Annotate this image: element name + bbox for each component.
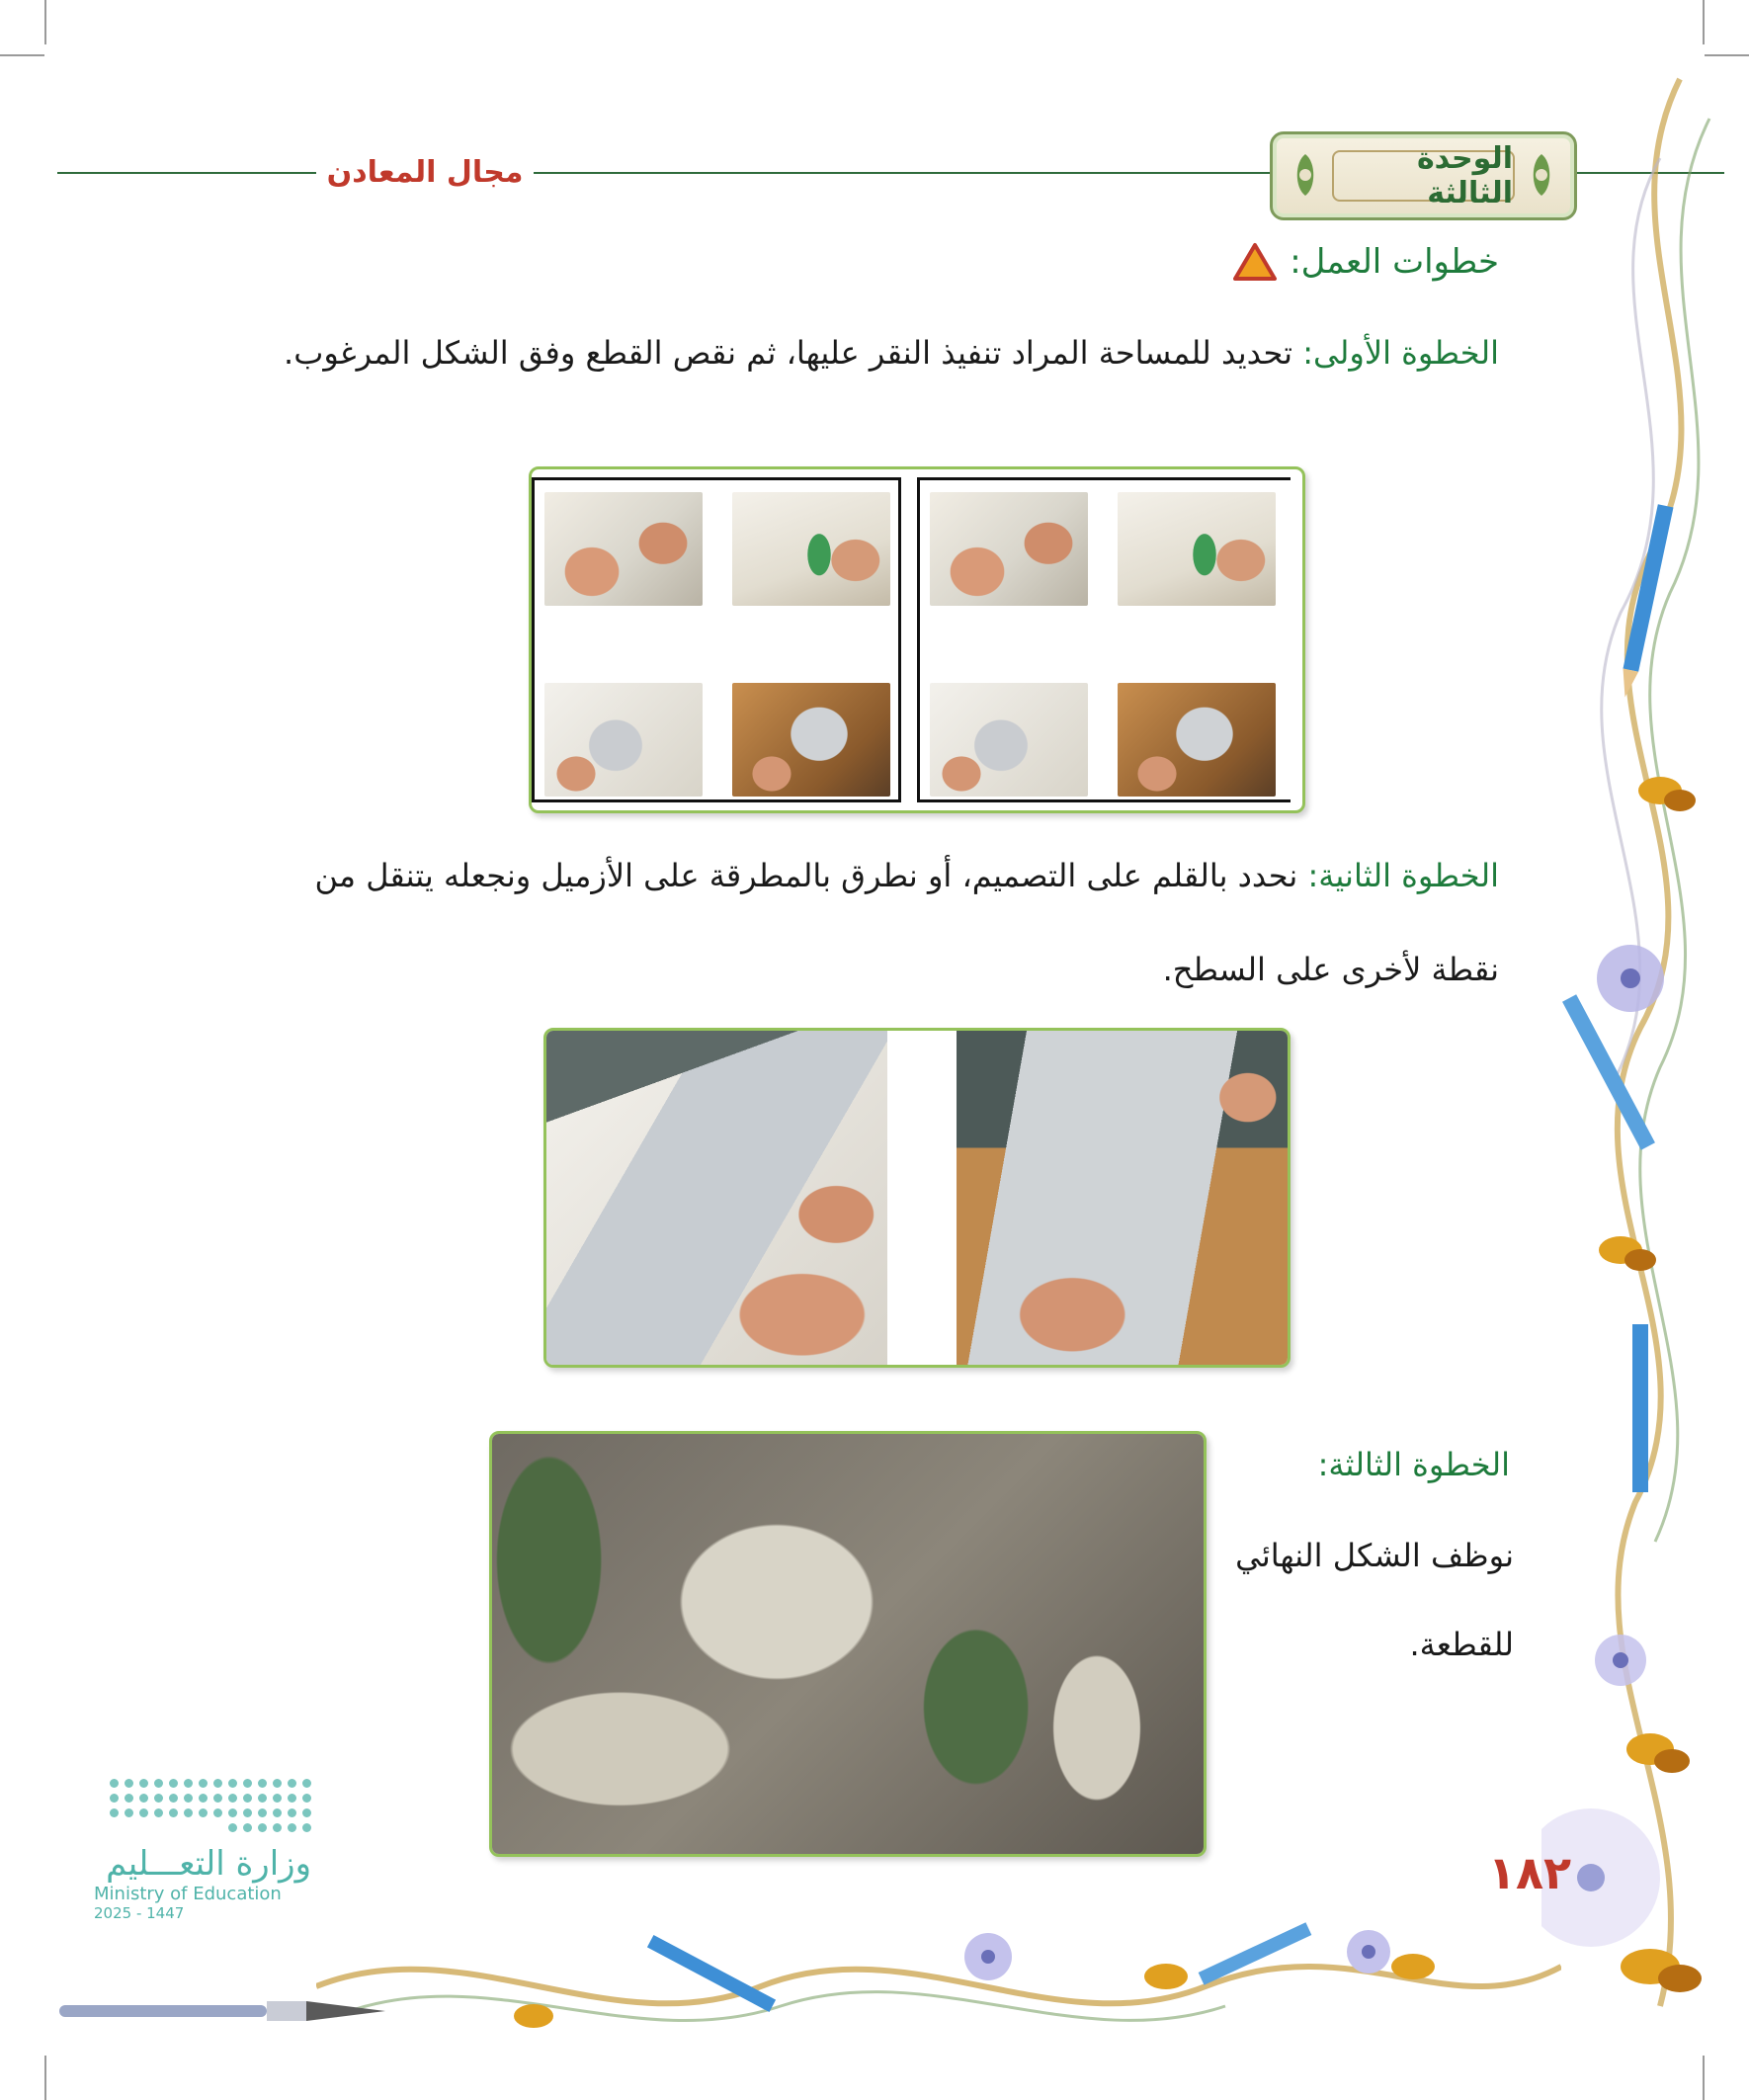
header-rule: [534, 172, 1270, 174]
step3-label: الخطوة الثالثة:: [1317, 1446, 1510, 1483]
step2-paragraph-line1: [315, 852, 1499, 899]
bottom-border-decoration: [316, 1907, 1561, 2056]
crop-mark: [1703, 2056, 1705, 2100]
page-number: ١٨٢: [1487, 1846, 1572, 1899]
photo-step-embossing: [544, 683, 703, 797]
crop-mark: [44, 2056, 46, 2100]
flower-icon: [1597, 945, 1664, 1012]
flower-icon: [1347, 1930, 1390, 1974]
photo-step-cutting: [1118, 492, 1276, 606]
step3-text-line2: للقطعة.: [1409, 1626, 1514, 1663]
photo-step-chasing: [1118, 683, 1276, 797]
butterfly-icon: [1144, 1964, 1188, 1989]
butterfly-icon: [514, 2004, 553, 2028]
photo-step-tracing: [930, 492, 1088, 606]
pencil-icon: [1562, 994, 1655, 1150]
step1-label: الخطوة الأولى:: [1302, 334, 1499, 372]
step2-label: الخطوة الثانية:: [1307, 857, 1499, 894]
ministry-name-ar: وزارة التعـــليم: [106, 1844, 311, 1884]
butterfly-icon: [1638, 777, 1696, 811]
butterfly-icon: [1626, 1733, 1690, 1773]
photo-tracing-design: [546, 1031, 887, 1365]
step1-photo-frame: [529, 466, 1305, 813]
pencil-icon: [1632, 1324, 1648, 1492]
steps-heading-text: خطوات العمل:: [1290, 242, 1499, 282]
logo-dots: [104, 1779, 311, 1832]
step2-photo-frame: [543, 1028, 1291, 1368]
photo-final-ornaments: [492, 1434, 1204, 1854]
edition-year: 2025 - 1447: [94, 1904, 185, 1922]
flower-icon: [1595, 1635, 1646, 1686]
crop-mark: [1703, 0, 1705, 44]
photo-divider: [887, 1031, 957, 1365]
step2-text-line1: نحدد بالقلم على التصميم، أو نطرق بالمطرقة على الأزميل ونجعله يتنقل من: [314, 857, 1298, 894]
steps-heading: [1232, 242, 1499, 282]
paint-brush-icon: [59, 1991, 385, 2031]
step2-text-line2: نقطة لأخرى على السطح.: [1162, 951, 1499, 988]
crop-mark: [44, 0, 46, 44]
step1-paragraph: [284, 329, 1499, 377]
photo-step-cutting: [732, 492, 890, 606]
butterfly-icon: [1621, 1949, 1702, 1992]
ornament-icon: [1285, 152, 1326, 198]
photo-chasing-on-wood: [957, 1031, 1288, 1365]
ministry-name-en: Ministry of Education: [94, 1884, 282, 1904]
flower-icon: [964, 1933, 1012, 1980]
floral-border-decoration: [1541, 40, 1749, 2036]
step1-text: تحديد للمساحة المراد تنفيذ النقر عليها، ثم نقص القطع وفق الشكل المرغوب.: [284, 334, 1293, 372]
step3-text-line1: نوظف الشكل النهائي: [1235, 1537, 1514, 1574]
unit-badge: [1270, 131, 1577, 220]
warning-triangle-icon: [1232, 242, 1278, 282]
photo-panel: [532, 477, 901, 802]
crop-mark: [0, 54, 44, 56]
butterfly-icon: [1391, 1954, 1435, 1979]
domain-title: مجال المعادن: [326, 155, 524, 190]
header-rule: [57, 172, 316, 174]
pencil-icon: [1199, 1922, 1312, 1984]
step2-paragraph-line2: [1163, 946, 1499, 993]
photo-step-embossing: [930, 683, 1088, 797]
photo-step-chasing: [732, 683, 890, 797]
ministry-logo: [94, 1779, 311, 1922]
unit-title: الوحدة الثالثة: [1332, 150, 1515, 202]
step3-photo-frame: [489, 1431, 1207, 1857]
photo-step-tracing: [544, 492, 703, 606]
photo-panel: [917, 477, 1291, 802]
